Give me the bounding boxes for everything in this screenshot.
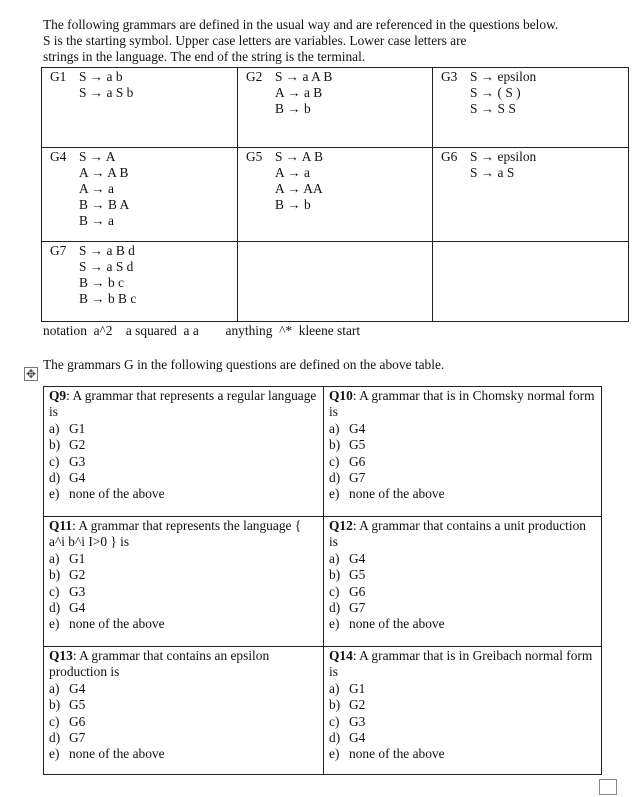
option-text: G4 [69,600,86,616]
option-letter: e) [329,616,340,632]
option-text: none of the above [349,486,445,502]
answer-option[interactable] [329,697,595,713]
definition-line: The grammars G in the following questions are defined on the above table. [43,357,445,372]
question-cell-q14 [324,647,602,775]
production: A → A B [79,165,129,180]
question-text [329,648,595,681]
production: S → a S d [79,259,134,274]
grammar-name: G2 [246,69,263,84]
grammar-cell-g2 [238,68,433,148]
option-letter: c) [49,713,60,729]
answer-option[interactable] [49,470,317,486]
production: S → a S [470,165,515,180]
option-text: G1 [69,550,86,566]
question-text [49,518,317,551]
answer-option[interactable] [49,730,317,746]
option-letter: d) [49,600,61,616]
question-id: Q14 [329,648,353,663]
option-letter: b) [329,437,341,453]
answer-option[interactable] [49,567,317,583]
option-text: G4 [349,420,366,436]
answer-option[interactable] [49,584,317,600]
question-prompt: : A grammar that contains a unit production is [329,518,586,550]
question-cell-q10 [324,387,602,517]
option-letter: d) [329,730,341,746]
option-letter: c) [329,583,340,599]
grammar-name: G7 [50,243,67,258]
option-text: none of the above [349,746,445,762]
question-cell-q13 [44,647,324,775]
option-text: G4 [349,550,366,566]
answer-option[interactable] [329,437,595,453]
answer-option[interactable] [49,697,317,713]
option-text: none of the above [349,616,445,632]
answer-option[interactable] [49,551,317,567]
answer-option[interactable] [49,746,317,762]
question-cell-q11 [44,517,324,647]
option-letter: e) [329,486,340,502]
empty-cell [238,242,433,322]
option-letter: a) [49,550,60,566]
option-text: G6 [349,583,366,599]
answer-option[interactable] [329,681,595,697]
option-letter: b) [49,567,61,583]
production: B → b c [79,275,125,290]
answer-option[interactable] [49,714,317,730]
option-letter: e) [329,746,340,762]
production: S → ( S ) [470,85,521,100]
option-text: G4 [349,730,366,746]
question-id: Q13 [49,648,73,663]
production: S → epsilon [470,149,537,164]
production: B → B A [79,197,130,212]
answer-option[interactable] [329,486,595,502]
grammar-cell-g1 [42,68,238,148]
option-letter: a) [49,420,60,436]
intro-line: The following grammars are defined in the usual way and are referenced in the questions below. [43,17,559,32]
answer-option[interactable] [329,421,595,437]
option-letter: a) [329,550,340,566]
production: B → b B c [79,291,137,306]
grammar-name: G3 [441,69,458,84]
production: S → a B d [79,243,135,258]
table-resize-handle[interactable] [599,779,617,795]
question-text [329,518,595,551]
option-letter: e) [49,746,60,762]
option-text: G5 [349,437,366,453]
question-text [49,388,317,421]
question-id: Q11 [49,518,73,533]
option-letter: c) [49,453,60,469]
grammar-cell-g4 [42,148,238,242]
option-letter: c) [49,583,60,599]
option-text: G5 [69,697,86,713]
production: S → S S [470,101,516,116]
option-text: G2 [69,437,86,453]
answer-option[interactable] [329,454,595,470]
option-letter: a) [49,680,60,696]
answer-option[interactable] [49,600,317,616]
answer-option[interactable] [329,600,595,616]
question-prompt: : A grammar that represents the language { a^i b^i I>0 } is [49,518,302,550]
production: A → AA [275,181,323,196]
question-id: Q12 [329,518,353,533]
answer-option[interactable] [329,584,595,600]
option-letter: b) [49,697,61,713]
intro-paragraph [43,17,613,65]
question-cell-q9 [44,387,324,517]
question-table [43,386,602,775]
grammar-cell-g6 [433,148,629,242]
answer-option[interactable] [49,454,317,470]
answer-option[interactable] [329,470,595,486]
option-letter: c) [329,453,340,469]
option-text: G3 [69,453,86,469]
answer-option[interactable] [329,730,595,746]
question-prompt: : A grammar that represents a regular language is [49,388,317,420]
production: S → A B [275,149,324,164]
option-text: G2 [69,567,86,583]
answer-option[interactable] [49,616,317,632]
grammar-table [41,67,629,322]
production: A → a [79,181,114,196]
option-text: G6 [349,453,366,469]
answer-option[interactable] [49,437,317,453]
grammar-name: G4 [50,149,67,164]
answer-option[interactable] [329,551,595,567]
option-letter: b) [329,567,341,583]
option-letter: b) [329,697,341,713]
question-prompt: : A grammar that is in Chomsky normal form is [329,388,595,420]
question-text [329,388,595,421]
option-text: G6 [69,713,86,729]
option-text: G1 [349,680,366,696]
option-letter: a) [329,680,340,696]
answer-option[interactable] [49,421,317,437]
question-id: Q9 [49,388,67,403]
option-letter: b) [49,437,61,453]
option-letter: e) [49,616,60,632]
option-text: G7 [349,470,366,486]
answer-option[interactable] [329,746,595,762]
answer-option[interactable] [49,681,317,697]
option-letter: c) [329,713,340,729]
production: S → A [79,149,116,164]
production: S → a A B [275,69,333,84]
answer-option[interactable] [49,486,317,502]
empty-cell [433,242,629,322]
production: A → a [275,165,310,180]
question-prompt: : A grammar that contains an epsilon production is [49,648,270,680]
option-text: G7 [69,730,86,746]
grammar-name: G6 [441,149,458,164]
answer-option[interactable] [329,567,595,583]
option-letter: d) [49,470,61,486]
production: B → b [275,197,311,212]
option-letter: d) [329,470,341,486]
production: S → a b [79,69,123,84]
move-cross-icon[interactable]: ✥ [25,367,37,381]
option-text: none of the above [69,746,165,762]
option-text: G3 [349,713,366,729]
production: B → b [275,101,311,116]
option-text: none of the above [69,486,165,502]
option-letter: d) [49,730,61,746]
option-letter: e) [49,486,60,502]
option-text: G7 [349,600,366,616]
option-text: G3 [69,583,86,599]
question-text [49,648,317,681]
production: S → epsilon [470,69,537,84]
option-text: none of the above [69,616,165,632]
option-letter: a) [329,420,340,436]
option-text: G1 [69,420,86,436]
option-text: G4 [69,680,86,696]
question-cell-q12 [324,517,602,647]
question-id: Q10 [329,388,353,403]
question-prompt: : A grammar that is in Greibach normal form is [329,648,593,680]
answer-option[interactable] [329,616,595,632]
notation-line: notation a^2 a squared a a anything ^* kleene start [43,323,361,338]
grammar-name: G5 [246,149,263,164]
production: B → a [79,213,114,228]
answer-option[interactable] [329,714,595,730]
grammar-cell-g5 [238,148,433,242]
production: S → a S b [79,85,134,100]
option-text: G4 [69,470,86,486]
intro-line: strings in the language. The end of the string is the terminal. [43,49,366,64]
option-text: G2 [349,697,366,713]
grammar-cell-g7 [42,242,238,322]
production: A → a B [275,85,323,100]
grammar-cell-g3 [433,68,629,148]
intro-line: S is the starting symbol. Upper case letters are variables. Lower case letters are [43,33,467,48]
option-letter: d) [329,600,341,616]
option-text: G5 [349,567,366,583]
grammar-name: G1 [50,69,67,84]
